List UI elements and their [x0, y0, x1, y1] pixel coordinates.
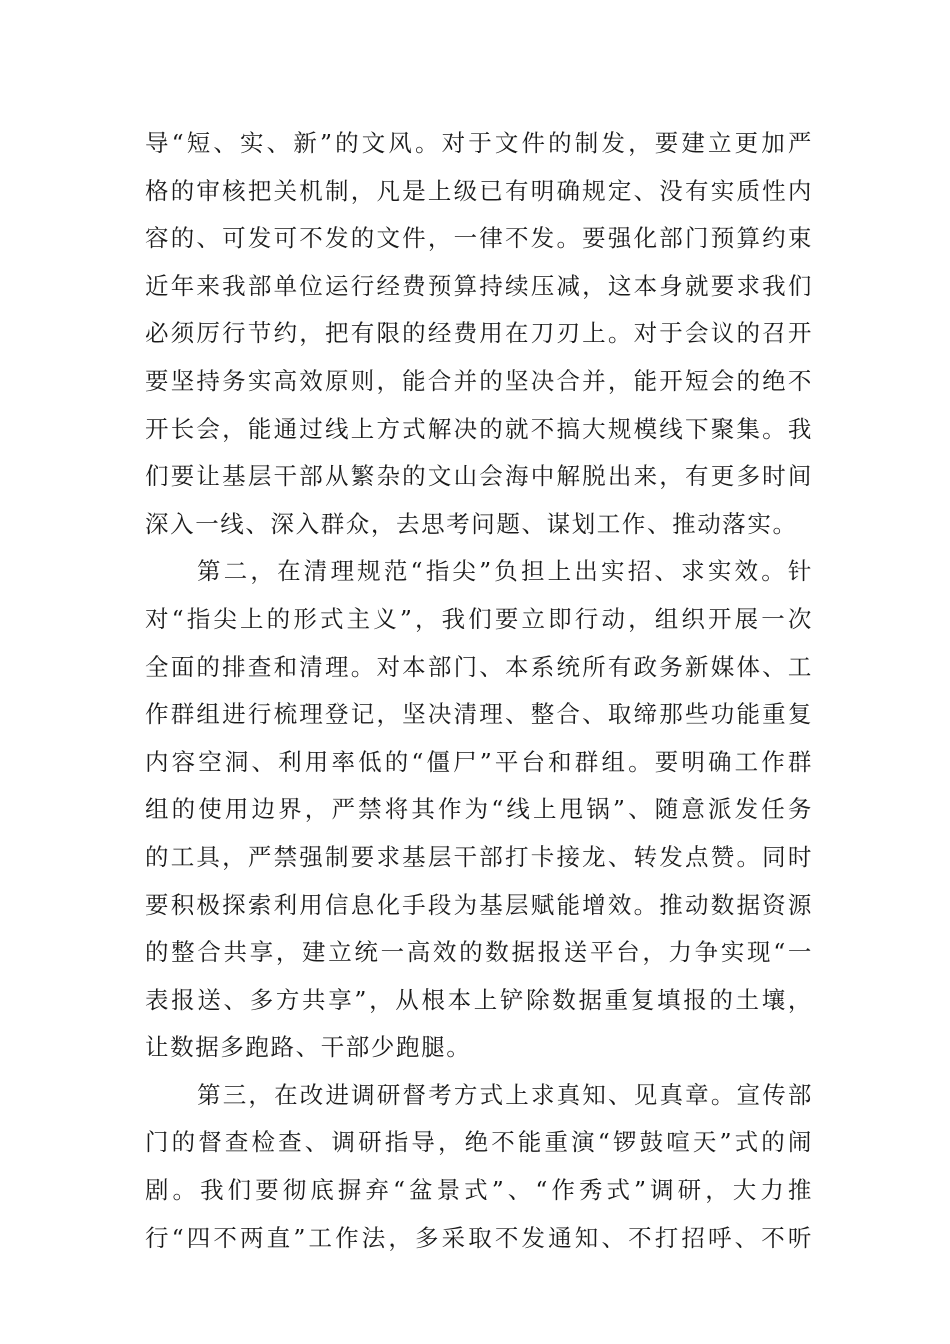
text-line: 全面的排查和清理。对本部门、本系统所有政务新媒体、工 — [145, 652, 813, 681]
text-line: 剧。我们要彻底摒弃“盆景式”、“作秀式”调研，大力推 — [145, 1176, 813, 1205]
text-line: 的工具，严禁强制要求基层干部打卡接龙、转发点赞。同时 — [145, 842, 813, 871]
text-line: 对“指尖上的形式主义”，我们要立即行动，组织开展一次 — [145, 604, 813, 633]
body-text — [145, 120, 813, 1262]
paragraph-heading-line: 第二，在清理规范“指尖”负担上出实招、求实效。针 — [197, 557, 813, 586]
text-line: 内容空洞、利用率低的“僵尸”平台和群组。要明确工作群 — [145, 747, 813, 776]
paragraph-heading-line: 第三，在改进调研督考方式上求真知、见真章。宣传部 — [197, 1080, 813, 1109]
text-line: 门的督查检查、调研指导，绝不能重演“锣鼓喧天”式的闹 — [145, 1128, 813, 1157]
text-line: 的整合共享，建立统一高效的数据报送平台，力争实现“一 — [145, 938, 813, 967]
text-line: 组的使用边界，严禁将其作为“线上甩锅”、随意派发任务 — [145, 795, 813, 824]
text-line: 近年来我部单位运行经费预算持续压减，这本身就要求我们 — [145, 271, 813, 300]
text-line: 表报送、多方共享”，从根本上铲除数据重复填报的土壤， — [145, 985, 813, 1014]
text-line: 要积极探索利用信息化手段为基层赋能增效。推动数据资源 — [145, 890, 813, 919]
text-line: 必须厉行节约，把有限的经费用在刀刃上。对于会议的召开 — [145, 319, 813, 348]
text-line: 深入一线、深入群众，去思考问题、谋划工作、推动落实。 — [145, 509, 798, 538]
text-line: 要坚持务实高效原则，能合并的坚决合并，能开短会的绝不 — [145, 366, 813, 395]
text-line: 让数据多跑路、干部少跑腿。 — [145, 1033, 472, 1062]
text-line: 开长会，能通过线上方式解决的就不搞大规模线下聚集。我 — [145, 414, 813, 443]
text-line: 格的审核把关机制，凡是上级已有明确规定、没有实质性内 — [145, 176, 813, 205]
text-line: 作群组进行梳理登记，坚决清理、整合、取缔那些功能重复 — [145, 700, 813, 729]
text-line: 们要让基层干部从繁杂的文山会海中解脱出来，有更多时间 — [145, 462, 813, 491]
text-line: 行“四不两直”工作法，多采取不发通知、不打招呼、不听 — [145, 1223, 813, 1252]
text-line: 导“短、实、新”的文风。对于文件的制发，要建立更加严 — [145, 129, 813, 157]
text-line: 容的、可发可不发的文件，一律不发。要强化部门预算约束 — [145, 224, 813, 253]
